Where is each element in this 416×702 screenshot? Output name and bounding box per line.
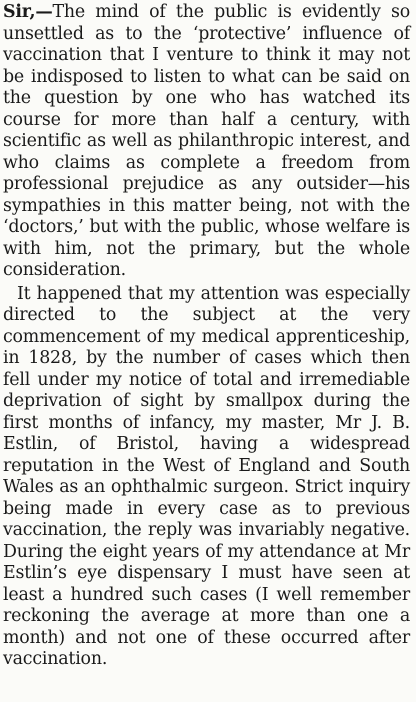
paragraph-2: It happened that my attention was especially directed to the subject at the very commencement of my medical apprenticeship, in 1828, by the number of cases which then fell under my notice of total and irremediable deprivation of sight by smallpox during the first months of infancy, my master, Mr J. B. Estlin, of Bristol, having a widespread reputation in the West of England and South Wales as an ophthalmic surgeon. Strict inquiry being made in every case as to previous vaccination, the reply was invariably negative. During the eight years of my attendance at Mr Estlin’s eye dispensary I must have seen at least a hundred such cases (I well remember reckoning the average at more than one a month) and not one of these occurred after vaccination. bbox=[3, 283, 410, 669]
paragraph-1 bbox=[3, 2, 410, 282]
paragraph-1-text: The mind of the public is evidently so unsettled as to the ‘protective’ influence of vaccination that I venture to think it may not be indisposed to listen to what can be said on the question by one who has watched its course for more than half a century, with scientific as well as philanthropic interest, and who claims as complete a freedom from professional prejudice as any outsider—his sympathies in this matter being, not with the ‘doctors,’ but with the public, whose welfare is with him, not the primary, but the whole consideration. bbox=[3, 2, 410, 280]
salutation: Sir,— bbox=[3, 2, 53, 22]
